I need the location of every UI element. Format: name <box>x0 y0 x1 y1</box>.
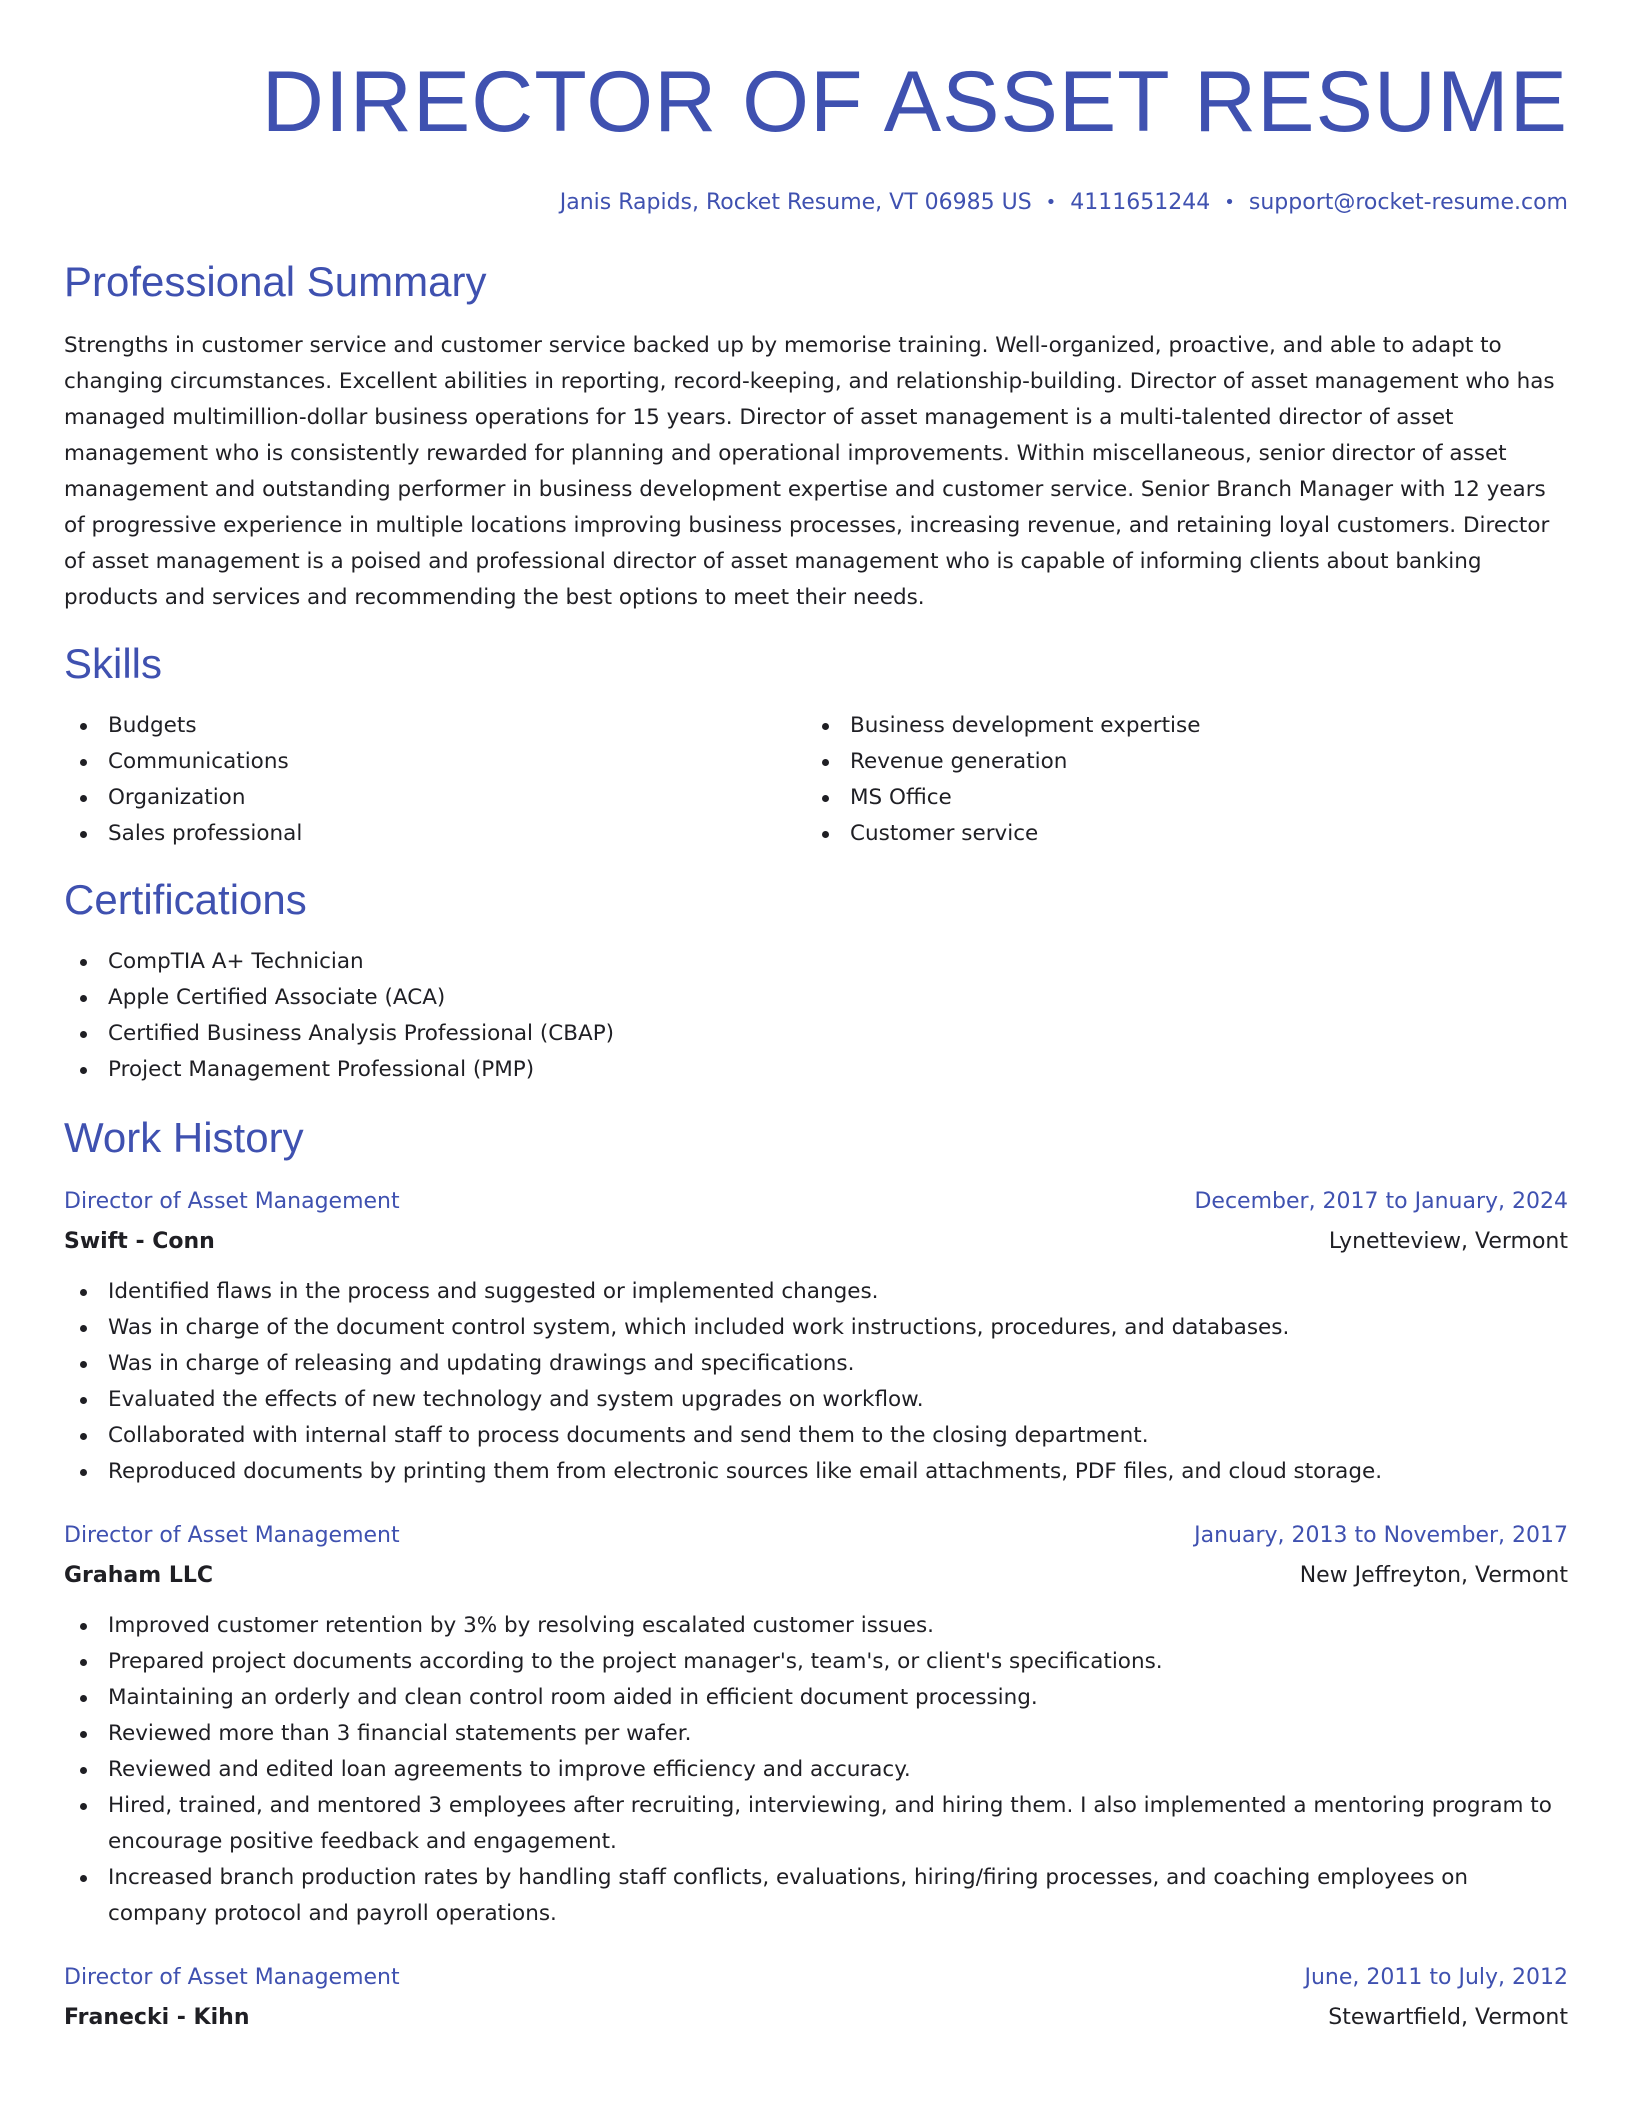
skills-list <box>64 708 1568 852</box>
certification-item: Project Management Professional (PMP) <box>64 1052 1568 1088</box>
job-duties-list <box>64 1274 1568 1490</box>
summary-text: Strengths in customer service and customer service backed up by memorise training. Well-organized, proactive, and able to adapt to changing circumstances. Excellent abilities in reporting, record-keeping, and relationship-building. Director of asset management who has managed multimillion-dollar business operations for 15 years. Director of asset management is a multi-talented director of asset management who is consistently rewarded for planning and operational improvements. Within miscellaneous, senior director of asset management and outstanding performer in business development expertise and customer service. Senior Branch Manager with 12 years of progressive experience in multiple locations improving business processes, increasing revenue, and retaining loyal customers. Director of asset management is a poised and professional director of asset management who is capable of informing clients about banking products and services and recommending the best options to meet their needs. <box>64 333 1555 610</box>
job-duty: Was in charge of the document control system, which included work instructions, procedures, and databases. <box>64 1310 1568 1346</box>
certification-item: CompTIA A+ Technician <box>64 944 1568 980</box>
skill-item: MS Office <box>806 780 1568 816</box>
job-duty: Reviewed and edited loan agreements to improve efficiency and accuracy. <box>64 1752 1568 1788</box>
job-role: Director of Asset Management <box>64 1965 400 1990</box>
job-location: Lynetteview, Vermont <box>1328 1229 1568 1254</box>
job-duty: Evaluated the effects of new technology and system upgrades on workflow. <box>64 1382 1568 1418</box>
job-company: Graham LLC <box>64 1563 214 1588</box>
skill-item: Organization <box>64 780 806 816</box>
job-employer-row <box>64 2000 1568 2036</box>
job-location: Stewartfield, Vermont <box>1328 2005 1568 2030</box>
job-duty: Reproduced documents by printing them from electronic sources like email attachments, PDF files, and cloud storage. <box>64 1454 1568 1490</box>
job-dates: December, 2017 to January, 2024 <box>1194 1189 1568 1214</box>
job-duties-list <box>64 1608 1568 1932</box>
skills-heading: Skills <box>64 640 163 687</box>
certifications-heading: Certifications <box>64 876 307 923</box>
resume-page <box>64 0 1568 2036</box>
job-company: Swift - Conn <box>64 1229 215 1254</box>
skill-item: Revenue generation <box>806 744 1568 780</box>
job-entry <box>64 1960 1568 2036</box>
skill-item: Customer service <box>806 816 1568 852</box>
job-duty: Improved customer retention by 3% by resolving escalated customer issues. <box>64 1608 1568 1644</box>
job-role: Director of Asset Management <box>64 1189 400 1214</box>
contact-separator: • <box>1224 192 1235 213</box>
summary-heading: Professional Summary <box>64 258 487 305</box>
certification-item: Certified Business Analysis Professional (CBAP) <box>64 1016 1568 1052</box>
skills-column-right <box>806 708 1568 852</box>
job-duty: Reviewed more than 3 financial statements per wafer. <box>64 1716 1568 1752</box>
certification-item: Apple Certified Associate (ACA) <box>64 980 1568 1016</box>
job-employer-row <box>64 1224 1568 1260</box>
contact-line <box>64 188 1568 218</box>
job-company: Franecki - Kihn <box>64 2005 250 2030</box>
contact-separator: • <box>1045 192 1057 213</box>
skill-item: Sales professional <box>64 816 806 852</box>
job-duty: Collaborated with internal staff to process documents and send them to the closing department. <box>64 1418 1568 1454</box>
job-entry <box>64 1184 1568 1490</box>
contact-email: support@rocket-resume.com <box>1248 190 1568 215</box>
job-duty: Prepared project documents according to the project manager's, team's, or client's specifications. <box>64 1644 1568 1680</box>
job-header-row <box>64 1518 1568 1554</box>
job-duty: Maintaining an orderly and clean control room aided in efficient document processing. <box>64 1680 1568 1716</box>
contact-phone: 4111651244 <box>1070 190 1211 215</box>
job-header-row <box>64 1960 1568 1996</box>
skills-column-left <box>64 708 806 852</box>
skill-item: Budgets <box>64 708 806 744</box>
certifications-list <box>64 944 1568 1088</box>
job-entry <box>64 1518 1568 1932</box>
resume-title: DIRECTOR OF ASSET RESUME <box>261 54 1568 150</box>
contact-address: Janis Rapids, Rocket Resume, VT 06985 US <box>559 190 1032 215</box>
job-duty: Increased branch production rates by handling staff conflicts, evaluations, hiring/firing processes, and coaching employees on company protocol and payroll operations. <box>64 1860 1568 1932</box>
job-duty: Hired, trained, and mentored 3 employees after recruiting, interviewing, and hiring them. I also implemented a mentoring program to encourage positive feedback and engagement. <box>64 1788 1568 1860</box>
job-employer-row <box>64 1558 1568 1594</box>
skill-item: Communications <box>64 744 806 780</box>
job-duty: Was in charge of releasing and updating drawings and specifications. <box>64 1346 1568 1382</box>
job-duty: Identified flaws in the process and suggested or implemented changes. <box>64 1274 1568 1310</box>
skill-item: Business development expertise <box>806 708 1568 744</box>
job-header-row <box>64 1184 1568 1220</box>
job-role: Director of Asset Management <box>64 1523 400 1548</box>
work-history-heading: Work History <box>64 1114 304 1161</box>
job-dates: January, 2013 to November, 2017 <box>1194 1523 1568 1548</box>
job-dates: June, 2011 to July, 2012 <box>1304 1965 1568 1990</box>
job-location: New Jeffreyton, Vermont <box>1299 1563 1568 1588</box>
